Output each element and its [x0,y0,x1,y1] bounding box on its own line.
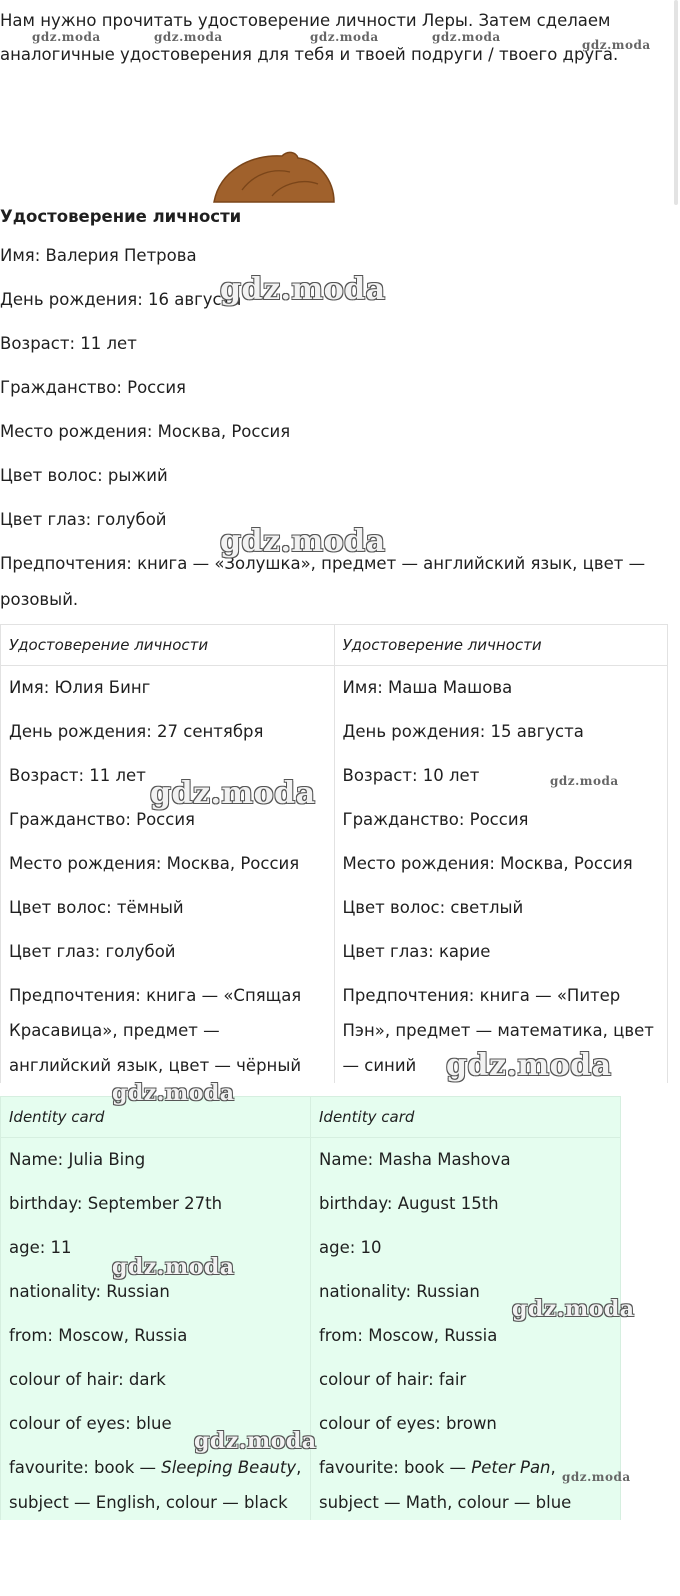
lera-line: Цвет глаз: голубой [0,510,167,529]
fav-suffix: , subject — Math, colour — blue [319,1458,572,1512]
table-row [1,666,668,711]
table-cell: День рождения: 27 сентября [1,710,335,754]
watermark: gdz.moda [220,272,386,307]
table-cell: Возраст: 10 лет [334,754,668,798]
table-header: Identity card [1,1097,311,1138]
table-header: Удостоверение личности [1,625,335,666]
watermark: gdz.moda [194,1428,317,1454]
table-row [1,842,668,886]
table-row [1,1182,621,1226]
hair-illustration [212,150,338,206]
watermark: gdz.moda [562,1470,631,1484]
table-cell: Место рождения: Москва, Россия [1,842,335,886]
table-cell: Предпочтения: книга — «Питер Пэн», предмет — математика, цвет — синий [334,974,668,1083]
table-cell: Предпочтения: книга — «Спящая Красавица», предмет — английский язык, цвет — чёрный [1,974,335,1083]
fav-prefix: favourite: book — [319,1458,472,1477]
watermark: gdz.moda [582,38,651,52]
fav-prefix: favourite: book — [9,1458,162,1477]
fav-book: Peter Pan [471,1458,551,1477]
table-cell: colour of hair: fair [311,1358,621,1402]
table-cell: birthday: September 27th [1,1182,311,1226]
watermark: gdz.moda [512,1296,635,1322]
table-cell: nationality: Russian [1,1270,311,1314]
table-cell: from: Moscow, Russia [1,1314,311,1358]
watermark: gdz.moda [432,30,501,44]
table-cell: Цвет волос: тёмный [1,886,335,930]
ru-id-table [0,624,668,1083]
table-cell: Имя: Юлия Бинг [1,666,335,711]
watermark: gdz.moda [32,30,101,44]
table-row [1,1226,621,1270]
lera-line: День рождения: 16 августа [0,290,242,309]
table-row [1,930,668,974]
table-header: Identity card [311,1097,621,1138]
table-cell: Цвет глаз: голубой [1,930,335,974]
watermark: gdz.moda [154,30,223,44]
lera-line: Возраст: 11 лет [0,334,137,353]
watermark: gdz.moda [112,1080,235,1106]
lera-line: Гражданство: Россия [0,378,186,397]
table-cell: colour of hair: dark [1,1358,311,1402]
table-row [1,886,668,930]
lera-line: Предпочтения: книга — «Золушка», предмет — английский язык, цвет — розовый. [0,554,646,609]
table-row [1,1138,621,1183]
table-row [1,710,668,754]
table-cell: День рождения: 15 августа [334,710,668,754]
watermark: gdz.moda [550,774,619,788]
intro-text: Нам нужно прочитать удостоверение личности Леры. Затем сделаем аналогичные удостоверения для тебя и твоей подруги / твоего друга. [0,11,619,64]
table-cell: colour of eyes: blue [1,1402,311,1446]
lera-line: Место рождения: Москва, Россия [0,422,291,441]
table-cell: birthday: August 15th [311,1182,621,1226]
watermark: gdz.moda [446,1048,612,1083]
table-row [1,1446,621,1520]
table-cell: Гражданство: Россия [334,798,668,842]
scrollbar[interactable] [674,0,678,205]
table-row [1,1358,621,1402]
table-cell: age: 11 [1,1226,311,1270]
watermark: gdz.moda [220,524,386,559]
table-cell: Цвет волос: светлый [334,886,668,930]
table-cell: from: Moscow, Russia [311,1314,621,1358]
table-cell: nationality: Russian [311,1270,621,1314]
table-cell: Гражданство: Россия [1,798,335,842]
fav-book: Sleeping Beauty [161,1458,297,1477]
table-cell: Место рождения: Москва, Россия [334,842,668,886]
fav-suffix: , subject — English, colour — black [9,1458,302,1512]
lera-line: Имя: Валерия Петрова [0,246,197,265]
watermark: gdz.moda [112,1254,235,1280]
table-cell: age: 10 [311,1226,621,1270]
table-cell: Цвет глаз: карие [334,930,668,974]
watermark: gdz.moda [150,776,316,811]
lera-line: Цвет волос: рыжий [0,466,168,485]
table-cell: Имя: Маша Машова [334,666,668,711]
table-cell: Name: Masha Mashova [311,1138,621,1183]
favourite-cell [1,1446,311,1520]
table-header: Удостоверение личности [334,625,668,666]
watermark: gdz.moda [310,30,379,44]
lera-title: Удостоверение личности [0,207,242,226]
table-cell: Name: Julia Bing [1,1138,311,1183]
table-cell: colour of eyes: brown [311,1402,621,1446]
table-row [1,798,668,842]
table-cell: Возраст: 11 лет [1,754,335,798]
